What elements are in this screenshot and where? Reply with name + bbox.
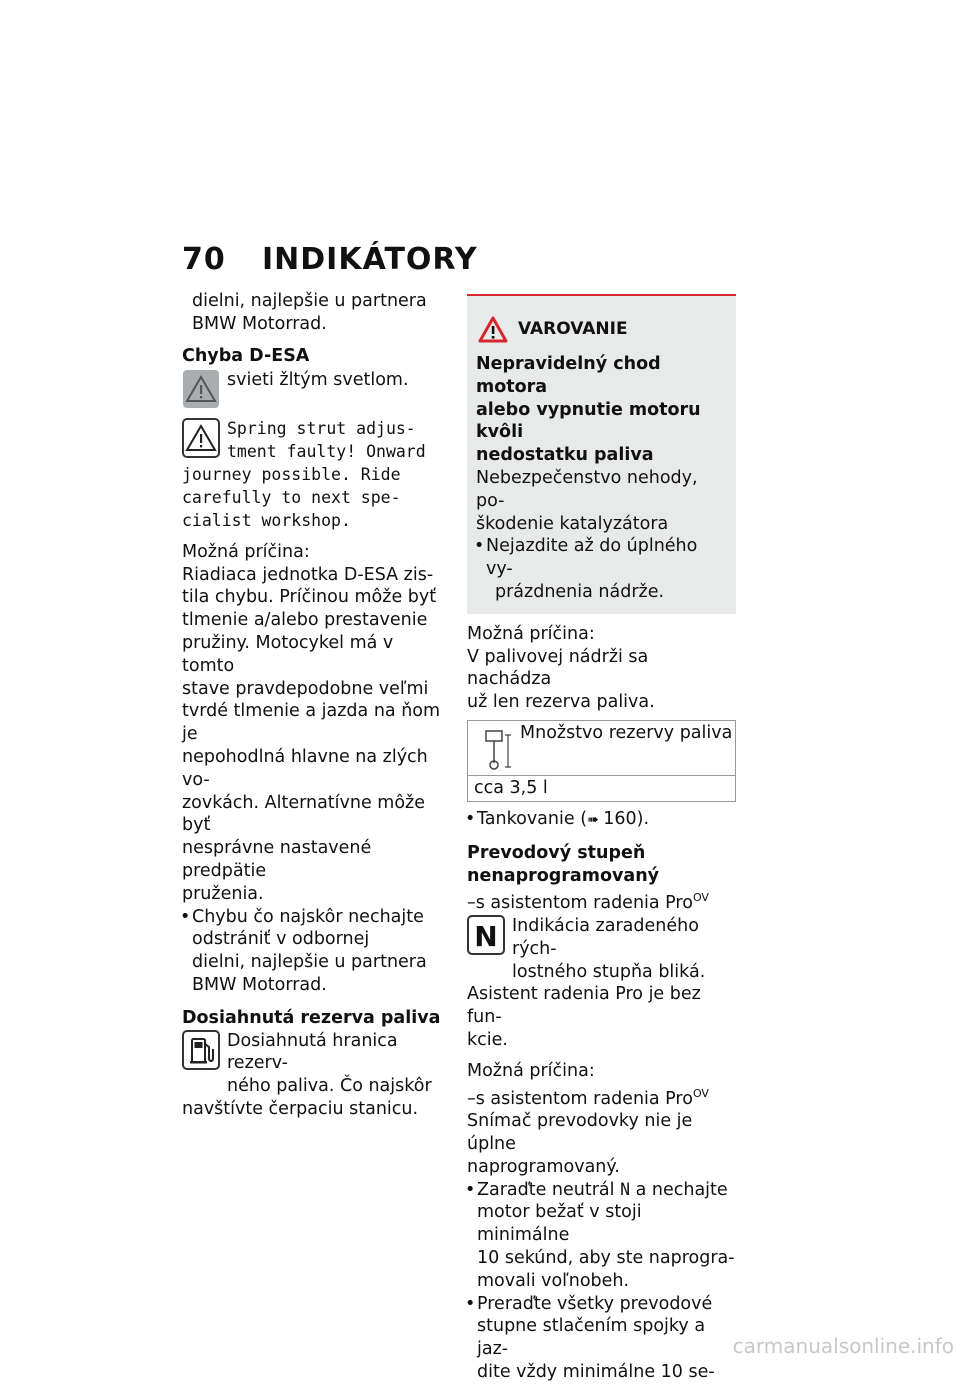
desa-cause-line: pružiny. Motocykel má v tomto (182, 632, 394, 676)
gear-indicator-row (467, 915, 736, 983)
warning-bold-line: alebo vypnutie motoru kvôli (476, 399, 701, 443)
gear-condition-2-text: –s asistentom radenia Pro (467, 1088, 693, 1109)
page-ref-arrow-icon: ➠ (587, 811, 604, 828)
gear-cause-label: Možná príčina: (467, 1060, 595, 1081)
gear-bullet-1-text-end: a nechajte (630, 1179, 728, 1200)
intro-line: dielni, najlepšie u partnera (192, 291, 427, 311)
fuel-cause-line: už len rezerva paliva. (467, 692, 655, 713)
gear-bullet-1-text: Zaraďte neutrál (477, 1179, 621, 1200)
desa-display-text: cialist workshop. (182, 510, 351, 530)
warning-triangle-icon (182, 418, 220, 458)
fuel-row (182, 1030, 450, 1098)
warning-bold-line: Nepravidelný chod motora (476, 354, 661, 397)
gear-condition (467, 887, 736, 915)
desa-display-row (182, 418, 450, 464)
fuel-text: navštívte čerpaciu stanicu. (182, 1098, 419, 1119)
fuel-cause-label: Možná príčina: (467, 623, 595, 644)
desa-cause-line: Riadiaca jednotka D-ESA zis- (182, 564, 434, 585)
warning-triangle-yellow-icon (182, 369, 220, 409)
gear-condition-2 (467, 1083, 736, 1111)
gear-heading: Prevodový stupeň (467, 842, 646, 863)
desa-bullet-line: BMW Motorrad. (192, 974, 327, 995)
gear-indicator-text: lostného stupňa bliká. (512, 961, 706, 982)
neutral-mono: N (620, 1179, 631, 1199)
reserve-table-header (468, 721, 735, 776)
fuel-text: Dosiahnutá hranica rezerv- (227, 1030, 398, 1074)
right-column (467, 294, 736, 1384)
reserve-value: cca 3,5 l (474, 777, 548, 798)
page-number: 70 (182, 242, 226, 277)
warning-title: VAROVANIE (518, 319, 628, 340)
gear-bullet-2-line: dite vždy minimálne 10 se- (477, 1361, 715, 1382)
gear-bullet-1-line: 10 sekúnd, aby ste naprogra- (477, 1247, 735, 1268)
desa-cause-line: tlmenie a/alebo prestavenie (182, 610, 428, 631)
warning-text-line: škodenie katalyzátora (476, 513, 669, 534)
refuel-text: Tankovanie ( (477, 808, 588, 829)
gear-bullet-1 (467, 1179, 736, 1202)
desa-cause-line: pruženia. (182, 883, 264, 904)
gear-after-line: Asistent radenia Pro je bez fun- (467, 984, 701, 1028)
refuel-bullet (467, 808, 736, 832)
desa-display-text: carefully to next spe- (182, 488, 401, 508)
fuel-cause-line: V palivovej nádrži sa nachádza (467, 646, 649, 690)
refuel-page-ref[interactable]: 160 (603, 808, 637, 829)
desa-bullet-line: odstrániť v odbornej (192, 929, 370, 950)
fuel-reserve-icon (482, 729, 514, 771)
gear-cause-line: Snímač prevodovky nie je úplne (467, 1111, 693, 1154)
neutral-n-icon (467, 915, 505, 955)
desa-display-text: journey possible. Ride (182, 465, 401, 485)
warning-title-row (478, 316, 727, 343)
neutral-letter: N (474, 919, 498, 953)
desa-yellow-row (182, 369, 450, 415)
gear-bullet-2-line: stupne stlačením spojky a jaz- (477, 1316, 706, 1360)
gear-condition-text: –s asistentom radenia Pro (467, 893, 693, 914)
gear-condition-2-sup: OV (692, 1086, 709, 1100)
watermark: carmanualsonline.info (732, 1334, 954, 1358)
gear-cause-line: naprogramovaný. (467, 1156, 620, 1177)
fuel-text: ného paliva. Čo najskôr (227, 1076, 432, 1097)
gear-bullet-1-line: motor bežať v stoji minimálne (477, 1202, 642, 1246)
desa-cause-line: zovkách. Alternatívne môže byť (182, 792, 426, 836)
gear-indicator-text: Indikácia zaradeného rých- (512, 915, 699, 959)
warning-bold-line: nedostatku paliva (476, 445, 654, 466)
refuel-text-end: ). (636, 808, 650, 829)
desa-heading: Chyba D-ESA (182, 345, 310, 366)
desa-cause-line: nesprávne nastavené predpätie (182, 838, 372, 881)
desa-cause-line: nepohodlná hlavne na zlých vo- (182, 746, 428, 790)
desa-cause-line: stave pravdepodobne veľmi (182, 678, 429, 699)
warning-text-line: Nebezpečenstvo nehody, po- (476, 467, 698, 511)
warning-box (467, 294, 736, 614)
desa-yellow-text: svieti žltým svetlom. (227, 370, 409, 391)
desa-cause-label: Možná príčina: (182, 541, 310, 562)
gear-condition-sup: OV (692, 891, 709, 905)
gear-heading: nenaprogramovaný (467, 865, 660, 886)
reserve-label: Množstvo rezervy paliva (520, 722, 733, 743)
fuel-heading: Dosiahnutá rezerva paliva (182, 1007, 441, 1028)
desa-cause-line: tila chybu. Príčinou môže byť (182, 587, 437, 608)
desa-display-text: Spring strut adjus- (227, 419, 416, 439)
intro-line: BMW Motorrad. (192, 313, 327, 334)
left-column (182, 290, 450, 1121)
gear-bullet-2: • Preraďte všetky prevodové (467, 1293, 736, 1316)
warning-bullet-line: prázdnenia nádrže. (495, 581, 665, 602)
desa-bullet-line: dielni, najlepšie u partnera (192, 952, 427, 973)
desa-cause-line: tvrdé tlmenie a jazda na ňom je (182, 701, 441, 745)
gear-after-line: kcie. (467, 1029, 508, 1050)
page-title: INDIKÁTORY (262, 242, 478, 277)
warning-icon (478, 316, 508, 343)
warning-bullet: • Nejazdite až do úplného vy- (476, 535, 727, 581)
gear-bullet-1-line: movali voľnobeh. (477, 1270, 630, 1291)
reserve-table (467, 720, 736, 802)
desa-bullet: • Chybu čo najskôr nechajte (182, 906, 450, 929)
fuel-pump-icon (182, 1030, 220, 1070)
desa-display-text: tment faulty! Onward (227, 442, 426, 462)
